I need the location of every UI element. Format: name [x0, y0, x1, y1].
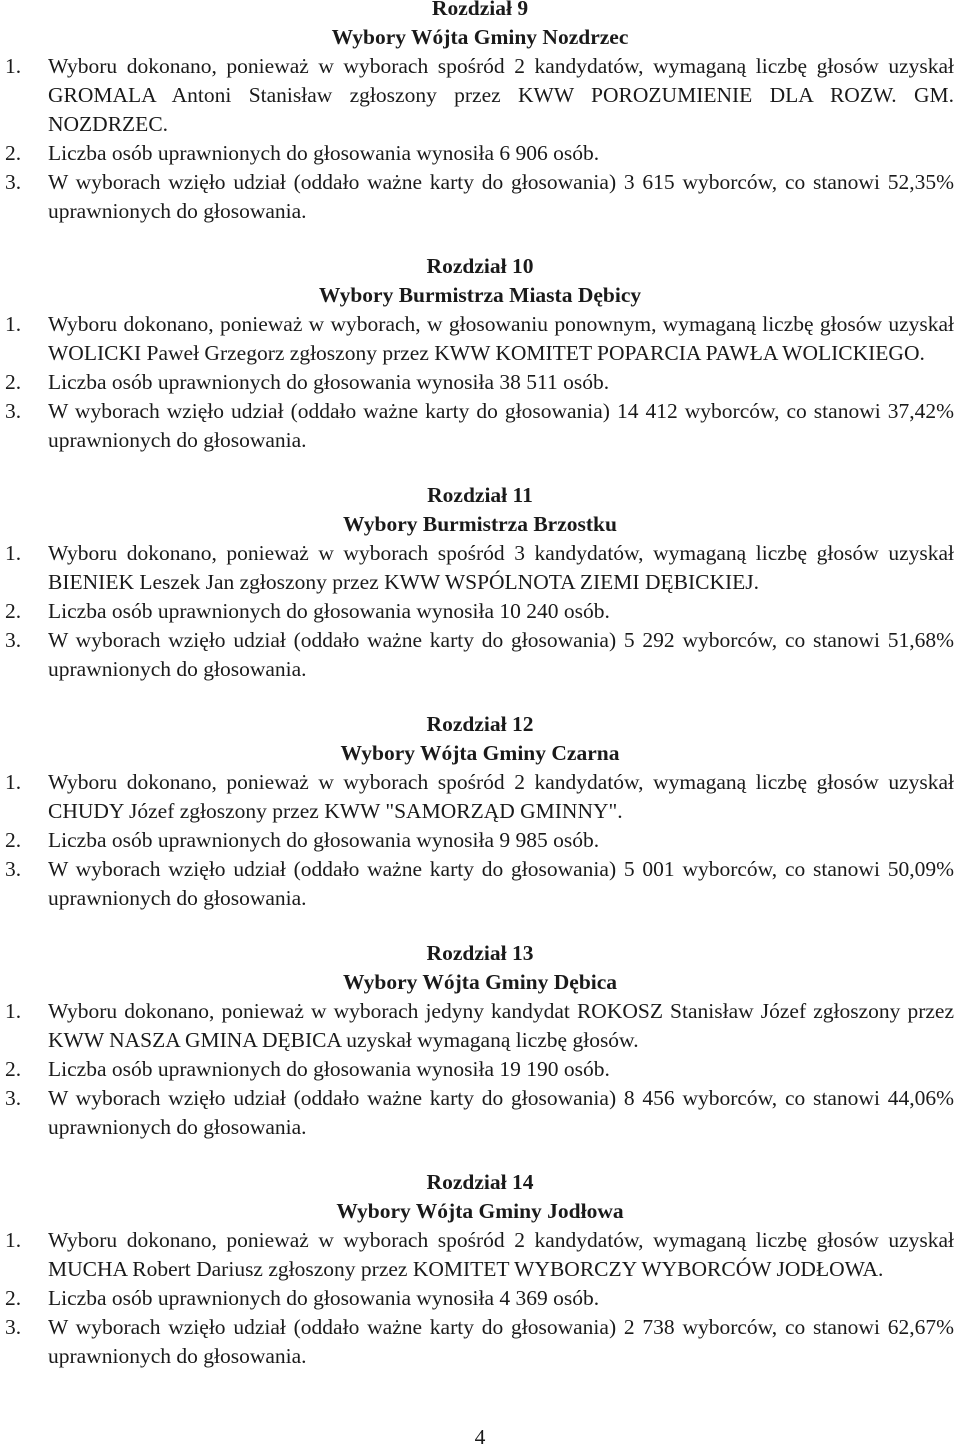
chapter-9 — [0, 0, 960, 226]
chapter-number: Rozdział 9 — [431, 0, 529, 20]
list-item — [0, 1284, 960, 1313]
chapter-number: Rozdział 14 — [426, 1170, 534, 1194]
item-text: Wyboru dokonano, ponieważ w wyborach spośród 2 kandydatów, wymaganą liczbę głosów uzyskał CHUDY Józef zgłoszony przez KWW "SAMORZĄD GMINNY". — [48, 770, 954, 823]
item-text: Wyboru dokonano, ponieważ w wyborach spośród 3 kandydatów, wymaganą liczbę głosów uzyskał BIENIEK Leszek Jan zgłoszony przez KWW WSPÓLNOTA ZIEMI DĘBICKIEJ. — [48, 541, 954, 594]
item-number: 1. — [5, 541, 22, 565]
chapter-number: Rozdział 11 — [427, 483, 533, 507]
chapter-title: Wybory Wójta Gminy Nozdrzec — [331, 25, 629, 49]
list-item — [0, 768, 960, 826]
list-item — [0, 597, 960, 626]
list-item — [0, 855, 960, 913]
item-text: Wyboru dokonano, ponieważ w wyborach spośród 2 kandydatów, wymaganą liczbę głosów uzyskał GROMALA Antoni Stanisław zgłoszony przez KWW POROZUMIENIE DLA ROZW. GM. NOZDRZEC. — [48, 54, 954, 136]
item-number: 3. — [5, 857, 22, 881]
chapter-number: Rozdział 12 — [426, 712, 534, 736]
item-text: W wyborach wzięło udział (oddało ważne karty do głosowania) 2 738 wyborców, co stanowi 62,67% uprawnionych do głosowania. — [48, 1315, 954, 1368]
chapter-number: Rozdział 10 — [426, 254, 534, 278]
page-number: 4 — [474, 1425, 486, 1449]
list-item — [0, 826, 960, 855]
item-number: 3. — [5, 1086, 22, 1110]
item-text: W wyborach wzięło udział (oddało ważne karty do głosowania) 14 412 wyborców, co stanowi 37,42% uprawnionych do głosowania. — [48, 399, 954, 452]
item-text: W wyborach wzięło udział (oddało ważne karty do głosowania) 5 001 wyborców, co stanowi 50,09% uprawnionych do głosowania. — [48, 857, 954, 910]
list-item — [0, 397, 960, 455]
item-text: Liczba osób uprawnionych do głosowania wynosiła 19 190 osób. — [48, 1057, 610, 1081]
list-item — [0, 1226, 960, 1284]
item-text: Liczba osób uprawnionych do głosowania wynosiła 6 906 osób. — [48, 141, 600, 165]
chapter-title: Wybory Burmistrza Brzostku — [343, 512, 617, 536]
item-number: 2. — [5, 1057, 22, 1081]
list-item — [0, 626, 960, 684]
chapter-title: Wybory Wójta Gminy Jodłowa — [336, 1199, 624, 1223]
item-text: Wyboru dokonano, ponieważ w wyborach spośród 2 kandydatów, wymaganą liczbę głosów uzyskał MUCHA Robert Dariusz zgłoszony przez KOMITET WYBORCZY WYBORCÓW JODŁOWA. — [48, 1228, 954, 1281]
item-text: W wyborach wzięło udział (oddało ważne karty do głosowania) 8 456 wyborców, co stanowi 44,06% uprawnionych do głosowania. — [48, 1086, 954, 1139]
item-number: 3. — [5, 399, 22, 423]
item-text: Wyboru dokonano, ponieważ w wyborach jedyny kandydat ROKOSZ Stanisław Józef zgłoszony przez KWW NASZA GMINA DĘBICA uzyskał wymaganą liczbę głosów. — [48, 999, 954, 1052]
list-item — [0, 52, 960, 139]
item-number: 3. — [5, 628, 22, 652]
item-number: 1. — [5, 1228, 22, 1252]
item-number: 1. — [5, 770, 22, 794]
item-text: Liczba osób uprawnionych do głosowania wynosiła 4 369 osób. — [48, 1286, 600, 1310]
chapter-12 — [0, 710, 960, 913]
chapter-14 — [0, 1168, 960, 1371]
item-text: Wyboru dokonano, ponieważ w wyborach, w głosowaniu ponownym, wymaganą liczbę głosów uzyskał WOLICKI Paweł Grzegorz zgłoszony przez KWW KOMITET POPARCIA PAWŁA WOLICKIEGO. — [48, 312, 954, 365]
list-item — [0, 368, 960, 397]
chapter-10 — [0, 252, 960, 455]
item-text: Liczba osób uprawnionych do głosowania wynosiła 38 511 osób. — [48, 370, 610, 394]
item-text: W wyborach wzięło udział (oddało ważne karty do głosowania) 5 292 wyborców, co stanowi 51,68% uprawnionych do głosowania. — [48, 628, 954, 681]
list-item — [0, 168, 960, 226]
item-number: 2. — [5, 141, 22, 165]
item-number: 1. — [5, 54, 22, 78]
item-number: 2. — [5, 828, 22, 852]
list-item — [0, 1055, 960, 1084]
list-item — [0, 139, 960, 168]
item-number: 2. — [5, 370, 22, 394]
item-number: 2. — [5, 599, 22, 623]
chapter-title: Wybory Wójta Gminy Dębica — [342, 970, 618, 994]
item-text: Liczba osób uprawnionych do głosowania wynosiła 10 240 osób. — [48, 599, 610, 623]
item-number: 1. — [5, 999, 22, 1023]
chapter-11 — [0, 481, 960, 684]
list-item — [0, 1084, 960, 1142]
list-item — [0, 310, 960, 368]
chapter-title: Wybory Burmistrza Miasta Dębicy — [318, 283, 642, 307]
item-number: 2. — [5, 1286, 22, 1310]
item-number: 3. — [5, 170, 22, 194]
list-item — [0, 997, 960, 1055]
item-number: 1. — [5, 312, 22, 336]
item-text: Liczba osób uprawnionych do głosowania wynosiła 9 985 osób. — [48, 828, 600, 852]
chapter-number: Rozdział 13 — [426, 941, 534, 965]
list-item — [0, 1313, 960, 1371]
list-item — [0, 539, 960, 597]
chapter-title: Wybory Wójta Gminy Czarna — [340, 741, 620, 765]
item-text: W wyborach wzięło udział (oddało ważne karty do głosowania) 3 615 wyborców, co stanowi 52,35% uprawnionych do głosowania. — [48, 170, 954, 223]
chapter-13 — [0, 939, 960, 1142]
item-number: 3. — [5, 1315, 22, 1339]
